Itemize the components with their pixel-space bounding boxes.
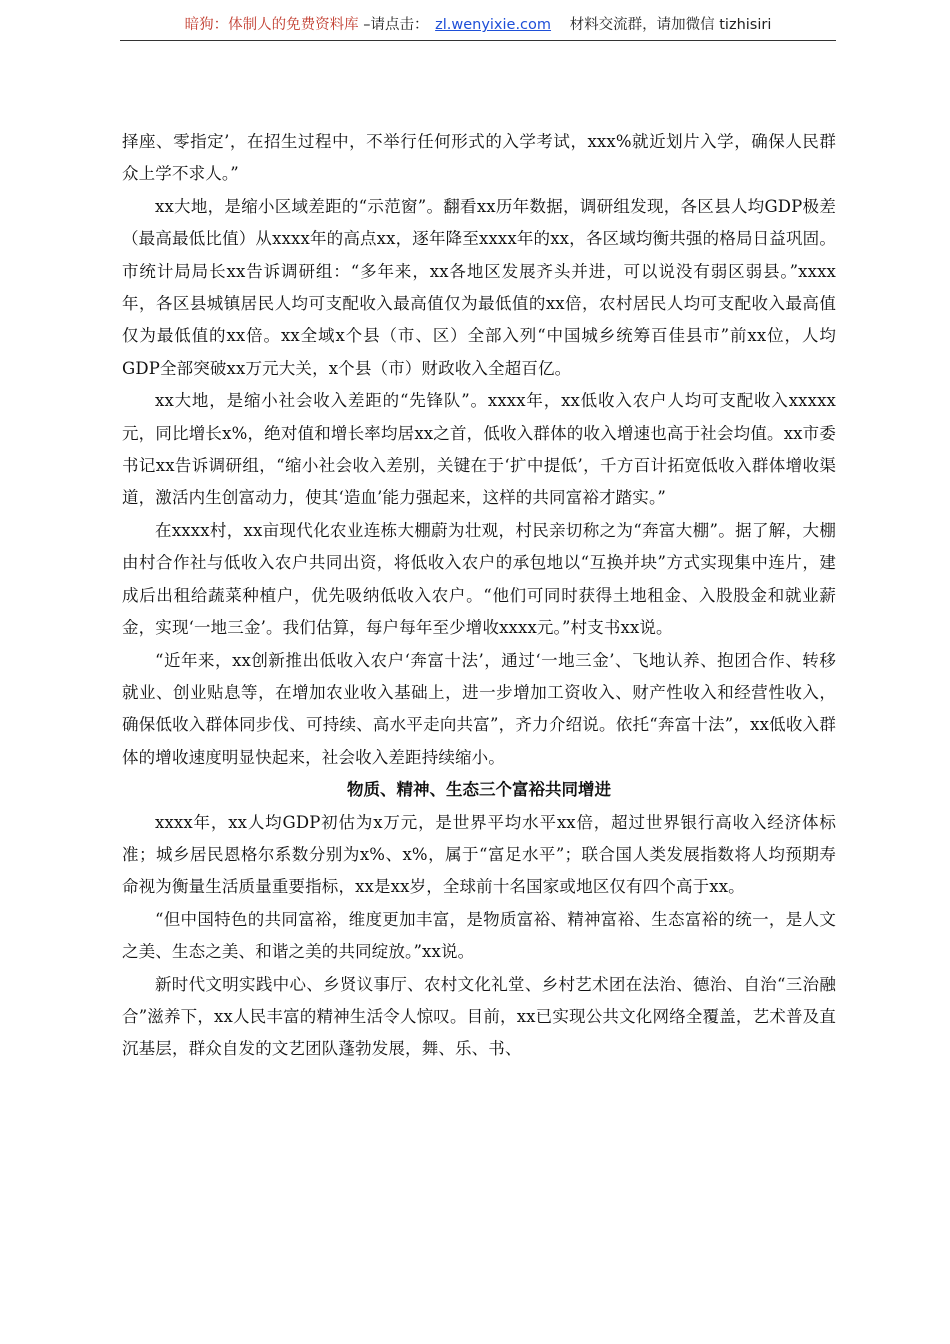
paragraph-6: xxxx年，xx人均GDP初估为x万元，是世界平均水平xx倍，超过世界银行高收入经济体标准；城乡居民恩格尔系数分别为x%、x%，属于“富足水平”；联合国人类发展指数将人均预期寿命视为衡量生活质量重要指标，xx是xx岁，全球前十名国家或地区仅有四个高于xx。 (122, 812, 836, 897)
document-body (122, 126, 836, 1066)
header-website-link[interactable]: zl.wenyixie.com (435, 17, 552, 33)
header-wechat-text: 材料交流群，请加微信 tizhisiri (569, 17, 772, 33)
header-brand-text: 暗狗：体制人的免费资料库 (184, 17, 359, 33)
paragraph-5: “近年来，xx创新推出低收入农户‘奔富十法’，通过‘一地三金’、飞地认养、抱团合作、转移就业、创业贴息等，在增加农业收入基础上，进一步增加工资收入、财产性收入和经营性收入，确保低收入群体同步伐、可持续、高水平走向共富”，齐力介绍说。依托“奔富十法”，xx低收入群体的增收速度明显快起来，社会收入差距持续缩小。 (122, 650, 836, 767)
paragraph-1: 择座、零指定’，在招生过程中，不举行任何形式的入学考试，xxx%就近划片入学，确保人民群众上学不求人。” (122, 132, 836, 184)
paragraph-2: xx大地，是缩小区域差距的“示范窗”。翻看xx历年数据，调研组发现，各区县人均GDP极差（最高最低比值）从xxxx年的高点xx，逐年降至xxxx年的xx，各区域均衡共强的格局日益巩固。市统计局局长xx告诉调研组：“多年来，xx各地区发展齐头并进，可以说没有弱区弱县。”xxxx年，各区县城镇居民人均可支配收入最高值仅为最低值的xx倍，农村居民人均可支配收入最高值仅为最低值的xx倍。xx全域x个县（市、区）全部入列“中国城乡统筹百佳县市”前xx位，人均GDP全部突破xx万元大关，x个县（市）财政收入全超百亿。 (122, 196, 836, 378)
page-header (120, 14, 836, 41)
paragraph-7: “但中国特色的共同富裕，维度更加丰富，是物质富裕、精神富裕、生态富裕的统一，是人文之美、生态之美、和谐之美的共同绽放。”xx说。 (122, 909, 836, 962)
section-heading: 物质、精神、生态三个富裕共同增进 (347, 780, 611, 800)
paragraph-3: xx大地，是缩小社会收入差距的“先锋队”。xxxx年，xx低收入农户人均可支配收入xxxxx元，同比增长x%，绝对值和增长率均居xx之首，低收入群体的收入增速也高于社会均值。xx市委书记xx告诉调研组，“缩小社会收入差别，关键在于‘扩中提低’，千方百计拓宽低收入群体增收渠道，激活内生创富动力，使其‘造血’能力强起来，这样的共同富裕才踏实。” (122, 391, 836, 508)
paragraph-4: 在xxxx村，xx亩现代化农业连栋大棚蔚为壮观，村民亲切称之为“奔富大棚”。据了解，大棚由村合作社与低收入农户共同出资，将低收入农户的承包地以“互换并块”方式实现集中连片，建成后出租给蔬菜种植户，优先吸纳低收入农户。“他们可同时获得土地租金、入股股金和就业薪金，实现‘一地三金’。我们估算，每户每年至少增收xxxx元。”村支书xx说。 (122, 520, 836, 638)
paragraph-8: 新时代文明实践中心、乡贤议事厅、农村文化礼堂、乡村艺术团在法治、德治、自治“三治融合”滋养下，xx人民丰富的精神生活令人惊叹。目前，xx已实现公共文化网络全覆盖，艺术普及直沉基层，群众自发的文艺团队蓬勃发展，舞、乐、书、 (122, 974, 836, 1059)
header-prompt-text: –请点击： (363, 17, 429, 33)
